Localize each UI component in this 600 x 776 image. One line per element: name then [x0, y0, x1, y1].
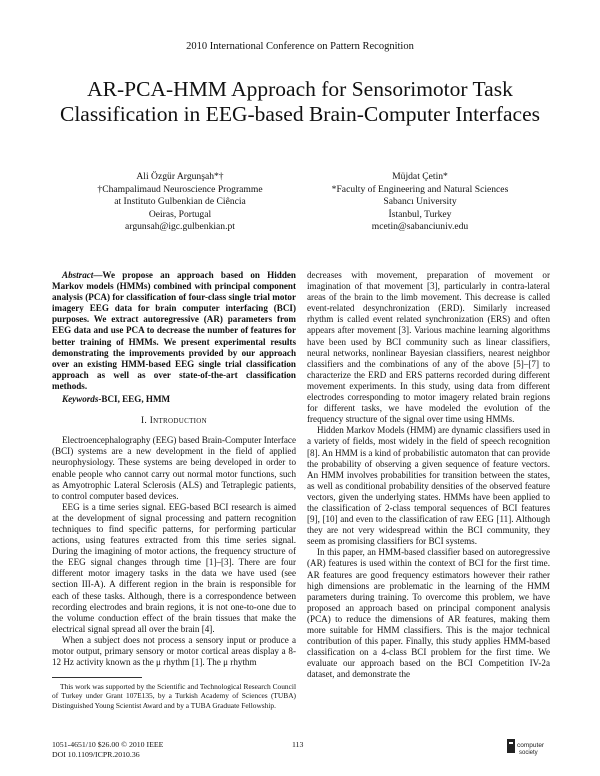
doi-line: DOI 10.1109/ICPR.2010.36 [52, 750, 140, 759]
abstract-label: Abstract [62, 270, 94, 280]
logo-mark-detail [509, 742, 513, 744]
keywords-text: -BCI, EEG, HMM [98, 394, 171, 405]
right-column [307, 270, 550, 680]
paper-title: AR-PCA-HMM Approach for Sensorimotor Task Classification in EEG-based Brain-Computer Interfaces [59, 77, 540, 126]
footer-left [52, 740, 163, 760]
paragraph: When a subject does not process a sensory input or produce a motor output, primary sensory or motor cortical areas display a 8-12 Hz activity known as the μ rhythm [1]. The μ rhythm [52, 634, 296, 668]
author-affiliation: *Faculty of Engineering and Natural Sciences [331, 183, 509, 195]
keywords-label: Keywords [62, 394, 99, 405]
author-location: Oeiras, Portugal [148, 208, 212, 220]
paragraph: Hidden Markov Models (HMM) are dynamic classifiers used in a variety of fields, most widely in the field of speech recognition [8]. An HMM is a kind of probabilistic automaton that can provide the probability of observing a given sequence of feature vectors. An HMM involves probabilities for transition between the states, as well as conditional probability densities of the observed feature vectors, given the underlying states. HMMs have been applied to the classification of 2-class temporal sequences of BCI features [9], [10] and even to the classification of raw EEG [11]. Although they are not very widespread within the BCI community, they seem as promising classifiers for BCI systems. [307, 425, 550, 547]
author-name: Müjdat Çetin* [392, 171, 448, 182]
footnote: This work was supported by the Scientific and Technological Research Council of Turkey under Grant 107E135, by a Turkish Academy of Sciences (TUBA) Distinguished Young Scientist Award and by a TUBA Graduate Fellowship. [52, 682, 296, 710]
author-affiliation: †Champalimaud Neuroscience Programme [97, 183, 263, 195]
abstract-text: —We propose an approach based on Hidden Markov models (HMMs) combined with principal component analysis (PCA) for classification of four-class single trial motor imagery EEG data for brain computer interfacing (BCI) purposes. We extract autoregressive (AR) parameters from EEG data and use PCA to decrease the number of features for better training of HMMs. We present experimental results demonstrating the improvements provided by our approach over an existing HMM-based EEG single trial classification approach as well as over state-of-the-art classification methods. [52, 270, 296, 391]
abstract [52, 270, 296, 392]
paragraph: Electroencephalography (EEG) based Brain-Computer Interface (BCI) systems are a new development in the field of applied neurophysiology. These systems are being developed in order to enable people who cannot carry out normal motor functions, such as Amyotrophic Lateral Sclerosis (ALS) and Tetraplegic patients, to control computer based devices. [52, 435, 296, 501]
author-block-2 [300, 171, 540, 234]
publisher-logo [507, 736, 553, 758]
page-number: 113 [292, 740, 304, 749]
conference-header: 2010 International Conference on Pattern Recognition [186, 41, 414, 52]
author-block-1 [60, 171, 300, 234]
author-email: mcetin@sabanciuniv.edu [371, 221, 469, 232]
author-location: İstanbul, Turkey [388, 208, 452, 220]
author-institution: at Instituto Gulbenkian de Ciência [114, 196, 246, 207]
author-email: argunsah@igc.gulbenkian.pt [125, 221, 235, 232]
paragraph: decreases with movement, preparation of movement or imagination of that movement [3], particularly in contra-lateral areas of the brain to the limb movement. This decrease is called event-related desynchronization (ERD). Similarly increased rhythm is called event related synchronization (ERS) and often appears after movement [3]. Various machine learning algorithms have been used by BCI community such as linear classifiers, neural networks, nonlinear Bayesian classifiers, nearest neighbor classifiers and the combinations of any of the above [5]–[7] to characterize the ERD and ERS patterns recorded during different movement experiments. In this study, using data from different electrodes corresponding to motor imagery related brain regions for different tasks, we have modeled the evolution of the frequency structure of the signal over time using HMMs. [307, 270, 550, 425]
issn-line: 1051-4651/10 $26.00 © 2010 IEEE [52, 740, 164, 749]
footnote-divider [52, 677, 142, 678]
computer-society-logo-icon [507, 736, 553, 758]
author-name: Ali Özgür Argunşah*† [136, 171, 224, 182]
paragraph: EEG is a time series signal. EEG-based BCI research is aimed at the development of signal processing and pattern recognition techniques to find specific patterns, for performing particular actions, using features extracted from this time series signal. During the imagining of motor actions, the frequency structure of the EEG signal changes through time [1]–[3]. There are four different motor imagery tasks in the data we have used (see section III-A). A different region in the brain is responsible for each of these tasks. Although, there is a correspondence between recording electrodes and brain regions, it is not one-to-one due to the volume conduction effect of the brain tissues that make the electrical signal spread all over the brain [4]. [52, 501, 296, 634]
logo-text: computer [517, 742, 545, 749]
logo-mark [507, 739, 515, 753]
author-institution: Sabancı University [383, 196, 457, 207]
paragraph: In this paper, an HMM-based classifier based on autoregressive (AR) features is used within the context of BCI for the first time. AR features are good frequency estimators however their rather high dimensions are problematic in the learning of the HMM parameters during training. To overcome this problem, we have proposed an approach based on principal component analysis (PCA) to reduce the dimensions of AR features, making them more suitable for HMM classifiers. This is the major technical contribution of this paper. Finally, this study applies HMM-based classification on a 4-class BCI problem for the first time. We evaluate our approach based on the BCI Competition IV-2a dataset, and demonstrate the [307, 547, 550, 680]
section-heading: I. Introduction [141, 416, 207, 427]
logo-text: society [519, 750, 538, 756]
left-column [52, 270, 296, 710]
keywords [52, 394, 296, 405]
